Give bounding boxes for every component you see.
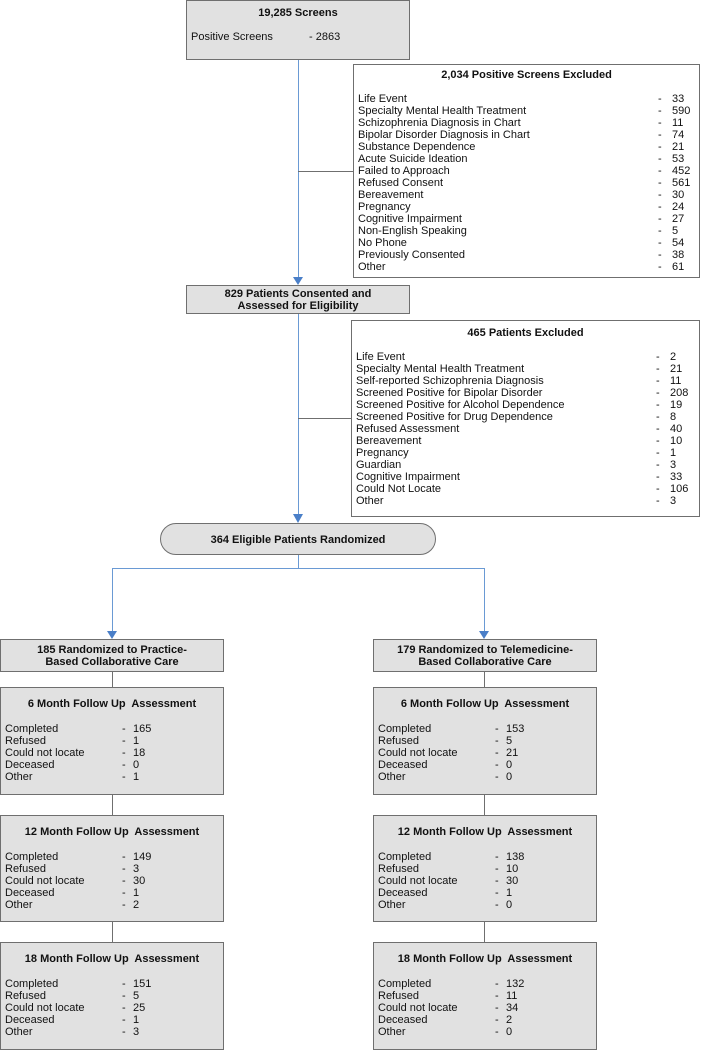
excluded1-item-value: 30 — [672, 189, 685, 201]
excluded1-item-row — [358, 249, 696, 261]
followup-item-row — [5, 1026, 221, 1038]
followup-item-dash: - — [122, 747, 126, 759]
excluded1-item-value: 590 — [672, 105, 691, 117]
followup-item-label: Refused — [5, 990, 46, 1002]
excluded2-item-value: 8 — [670, 411, 677, 423]
followup-title: 12 Month Follow Up Assessment — [24, 826, 200, 838]
excluded2-item-label: Screened Positive for Alcohol Dependence — [356, 399, 565, 411]
followup-item-row — [378, 899, 594, 911]
followup-item-value: 0 — [506, 759, 513, 771]
followup-item-value: 153 — [506, 723, 525, 735]
excluded2-item-dash: - — [656, 459, 660, 471]
excluded1-item-label: Bipolar Disorder Diagnosis in Chart — [358, 129, 530, 141]
followup-item-row — [5, 771, 221, 783]
excluded1-item-row — [358, 225, 696, 237]
excluded2-item-label: Screened Positive for Drug Dependence — [356, 411, 553, 423]
excluded2-item-row — [356, 483, 696, 495]
followup-item-dash: - — [122, 1014, 126, 1026]
excluded1-item-dash: - — [658, 201, 662, 213]
consented-title-line2: Assessed for Eligibility — [237, 300, 359, 312]
excluded2-item-row — [356, 375, 696, 387]
excluded1-item-row — [358, 105, 696, 117]
excluded2-item-label: Cognitive Impairment — [356, 471, 460, 483]
followup-item-dash: - — [495, 747, 499, 759]
excluded1-item-row — [358, 189, 696, 201]
followup-item-label: Deceased — [378, 759, 428, 771]
excluded1-item-row — [358, 213, 696, 225]
followup-item-dash: - — [122, 899, 126, 911]
followup-item-dash: - — [495, 990, 499, 1002]
arrowhead-consented — [293, 277, 303, 285]
excluded2-item-value: 10 — [670, 435, 683, 447]
excluded2-item-value: 3 — [670, 459, 677, 471]
excluded1-item-dash: - — [658, 165, 662, 177]
followup-item-row — [378, 851, 594, 863]
followup-item-label: Could not locate — [5, 875, 85, 887]
excluded1-item-row — [358, 237, 696, 249]
excluded1-item-value: 561 — [672, 177, 691, 189]
excluded1-item-label: Life Event — [358, 93, 407, 105]
followup-item-label: Could not locate — [5, 1002, 85, 1014]
excluded2-item-label: Bereavement — [356, 435, 422, 447]
left-arm-line2: Based Collaborative Care — [45, 656, 179, 668]
excluded1-item-value: 5 — [672, 225, 679, 237]
followup-item-row — [378, 771, 594, 783]
followup-item-row — [378, 1026, 594, 1038]
excluded1-item-dash: - — [658, 129, 662, 141]
followup-item-dash: - — [495, 759, 499, 771]
followup-list — [5, 978, 221, 1038]
excluded2-item-dash: - — [656, 495, 660, 507]
followup-item-value: 30 — [506, 875, 519, 887]
followup-item-value: 132 — [506, 978, 525, 990]
excluded2-item-row — [356, 351, 696, 363]
followup-item-row — [378, 978, 594, 990]
excluded2-item-dash: - — [656, 411, 660, 423]
excluded1-item-label: Other — [358, 261, 386, 273]
consented-title-line1: 829 Patients Consented and — [224, 288, 372, 300]
followup-item-row — [5, 851, 221, 863]
followup-item-value: 21 — [506, 747, 519, 759]
right-12-month-box — [373, 815, 597, 922]
followup-item-dash: - — [122, 771, 126, 783]
followup-item-row — [5, 747, 221, 759]
followup-item-dash: - — [122, 851, 126, 863]
followup-item-label: Deceased — [378, 1014, 428, 1026]
excluded2-item-row — [356, 471, 696, 483]
excluded1-item-dash: - — [658, 177, 662, 189]
followup-item-row — [378, 863, 594, 875]
excluded2-item-dash: - — [656, 483, 660, 495]
left-12-month-box — [0, 815, 224, 922]
excluded2-item-row — [356, 387, 696, 399]
followup-item-value: 3 — [133, 1026, 140, 1038]
excluded2-item-value: 3 — [670, 495, 677, 507]
excluded1-item-dash: - — [658, 213, 662, 225]
followup-item-label: Refused — [378, 735, 419, 747]
excluded1-item-label: Acute Suicide Ideation — [358, 153, 468, 165]
followup-item-value: 25 — [133, 1002, 146, 1014]
excluded2-item-label: Pregnancy — [356, 447, 409, 459]
followup-item-value: 30 — [133, 875, 146, 887]
followup-item-label: Deceased — [5, 1014, 55, 1026]
followup-item-row — [5, 887, 221, 899]
followup-item-value: 149 — [133, 851, 152, 863]
right-6-month-box — [373, 687, 597, 795]
followup-item-value: 151 — [133, 978, 152, 990]
followup-item-value: 34 — [506, 1002, 519, 1014]
followup-item-value: 2 — [133, 899, 140, 911]
followup-item-value: 0 — [506, 771, 513, 783]
excluded2-item-row — [356, 363, 696, 375]
followup-item-label: Other — [378, 1026, 406, 1038]
excluded1-item-value: 53 — [672, 153, 685, 165]
excluded2-item-value: 106 — [670, 483, 689, 495]
excluded2-item-dash: - — [656, 351, 660, 363]
followup-item-dash: - — [495, 723, 499, 735]
followup-item-value: 11 — [506, 990, 518, 1002]
followup-item-value: 3 — [133, 863, 140, 875]
followup-item-row — [378, 747, 594, 759]
followup-item-value: 1 — [133, 771, 140, 783]
followup-item-dash: - — [122, 723, 126, 735]
positive-screens-label: Positive Screens — [191, 31, 273, 43]
excluded1-item-row — [358, 153, 696, 165]
excluded2-item-value: 2 — [670, 351, 677, 363]
excluded2-item-row — [356, 459, 696, 471]
followup-item-row — [5, 723, 221, 735]
left-arm-line1: 185 Randomized to Practice- — [37, 644, 187, 656]
positive-screens-excluded-box — [353, 64, 700, 278]
followup-item-dash: - — [495, 978, 499, 990]
excluded1-item-dash: - — [658, 105, 662, 117]
followup-item-label: Deceased — [5, 759, 55, 771]
excluded1-item-label: Bereavement — [358, 189, 424, 201]
excluded2-item-dash: - — [656, 423, 660, 435]
excluded2-item-row — [356, 411, 696, 423]
excluded1-item-row — [358, 261, 696, 273]
excluded2-item-dash: - — [656, 471, 660, 483]
followup-item-dash: - — [495, 771, 499, 783]
screens-box — [186, 0, 410, 60]
left-18-month-box — [0, 942, 224, 1050]
excluded2-item-value: 19 — [670, 399, 683, 411]
followup-item-dash: - — [122, 759, 126, 771]
followup-item-row — [5, 875, 221, 887]
followup-item-row — [378, 723, 594, 735]
consented-box — [186, 285, 410, 314]
followup-title: 12 Month Follow Up Assessment — [397, 826, 573, 838]
excluded2-item-label: Self-reported Schizophrenia Diagnosis — [356, 375, 544, 387]
followup-item-label: Completed — [378, 723, 432, 735]
followup-item-value: 0 — [133, 759, 140, 771]
followup-item-value: 0 — [506, 899, 513, 911]
followup-item-row — [378, 990, 594, 1002]
excluded1-item-value: 74 — [672, 129, 685, 141]
excluded2-item-dash: - — [656, 399, 660, 411]
excluded2-item-dash: - — [656, 435, 660, 447]
followup-list — [5, 723, 221, 783]
followup-item-label: Deceased — [5, 887, 55, 899]
excluded1-item-value: 33 — [672, 93, 685, 105]
excluded1-item-label: Refused Consent — [358, 177, 443, 189]
followup-item-dash: - — [122, 1026, 126, 1038]
followup-item-row — [5, 899, 221, 911]
excluded1-item-label: Specialty Mental Health Treatment — [358, 105, 527, 117]
excluded2-item-label: Life Event — [356, 351, 405, 363]
followup-item-dash: - — [122, 735, 126, 747]
followup-item-label: Other — [5, 1026, 33, 1038]
excluded2-item-label: Could Not Locate — [356, 483, 441, 495]
followup-item-value: 2 — [506, 1014, 513, 1026]
followup-item-dash: - — [122, 978, 126, 990]
followup-item-row — [378, 759, 594, 771]
excluded2-item-label: Other — [356, 495, 384, 507]
followup-item-dash: - — [495, 735, 499, 747]
randomized-title: 364 Eligible Patients Randomized — [210, 534, 386, 546]
excluded1-item-value: 61 — [672, 261, 685, 273]
excluded2-item-value: 40 — [670, 423, 683, 435]
excluded1-item-value: 54 — [672, 237, 685, 249]
excluded1-item-row — [358, 177, 696, 189]
excluded1-item-row — [358, 201, 696, 213]
followup-item-row — [5, 863, 221, 875]
followup-item-value: 1 — [506, 887, 513, 899]
followup-item-row — [5, 978, 221, 990]
excluded1-item-label: No Phone — [358, 237, 407, 249]
followup-item-dash: - — [495, 887, 499, 899]
excluded1-item-label: Failed to Approach — [358, 165, 450, 177]
excluded2-item-dash: - — [656, 447, 660, 459]
followup-item-label: Completed — [378, 978, 432, 990]
followup-list — [378, 723, 594, 783]
right-arm-line1: 179 Randomized to Telemedicine- — [397, 644, 573, 656]
excluded1-item-dash: - — [658, 237, 662, 249]
excluded1-item-value: 38 — [672, 249, 685, 261]
followup-item-row — [5, 759, 221, 771]
excluded1-item-row — [358, 129, 696, 141]
excluded2-item-row — [356, 435, 696, 447]
excluded1-item-label: Cognitive Impairment — [358, 213, 462, 225]
followup-item-label: Refused — [5, 735, 46, 747]
excluded1-item-value: 24 — [672, 201, 685, 213]
excluded1-item-dash: - — [658, 141, 662, 153]
excluded1-item-label: Substance Dependence — [358, 141, 476, 153]
excluded2-item-value: 33 — [670, 471, 683, 483]
followup-item-label: Completed — [5, 851, 59, 863]
patients-excluded-box — [351, 320, 700, 517]
excluded2-list — [356, 351, 696, 507]
followup-title: 18 Month Follow Up Assessment — [24, 953, 200, 965]
excluded2-item-row — [356, 447, 696, 459]
followup-item-label: Could not locate — [378, 747, 458, 759]
followup-item-dash: - — [122, 887, 126, 899]
followup-item-value: 0 — [506, 1026, 513, 1038]
excluded2-item-dash: - — [656, 387, 660, 399]
followup-item-row — [5, 990, 221, 1002]
followup-item-label: Could not locate — [378, 1002, 458, 1014]
excluded1-item-dash: - — [658, 261, 662, 273]
followup-item-value: 165 — [133, 723, 152, 735]
followup-item-dash: - — [495, 1026, 499, 1038]
followup-title: 18 Month Follow Up Assessment — [397, 953, 573, 965]
followup-item-label: Completed — [5, 723, 59, 735]
followup-item-dash: - — [122, 990, 126, 1002]
excluded1-item-label: Non-English Speaking — [358, 225, 467, 237]
followup-item-label: Other — [378, 771, 406, 783]
followup-item-label: Completed — [5, 978, 59, 990]
followup-item-label: Refused — [5, 863, 46, 875]
arrowhead-left-arm — [107, 631, 117, 639]
followup-item-dash: - — [122, 875, 126, 887]
followup-item-label: Could not locate — [378, 875, 458, 887]
followup-item-row — [378, 887, 594, 899]
excluded1-item-dash: - — [658, 153, 662, 165]
followup-item-row — [5, 1002, 221, 1014]
followup-item-value: 1 — [133, 1014, 140, 1026]
positive-screens-value: - 2863 — [309, 31, 341, 43]
followup-item-label: Refused — [378, 863, 419, 875]
followup-item-value: 18 — [133, 747, 146, 759]
followup-item-row — [378, 1014, 594, 1026]
excluded1-item-dash: - — [658, 93, 662, 105]
excluded1-item-row — [358, 141, 696, 153]
excluded1-item-dash: - — [658, 189, 662, 201]
left-6-month-box — [0, 687, 224, 795]
followup-item-label: Deceased — [378, 887, 428, 899]
excluded2-item-value: 1 — [670, 447, 677, 459]
excluded1-item-row — [358, 117, 696, 129]
arrowhead-right-arm — [479, 631, 489, 639]
followup-item-dash: - — [495, 899, 499, 911]
followup-item-label: Other — [5, 771, 33, 783]
excluded2-item-label: Screened Positive for Bipolar Disorder — [356, 387, 543, 399]
excluded2-title: 465 Patients Excluded — [467, 327, 584, 339]
followup-item-dash: - — [495, 875, 499, 887]
excluded1-title: 2,034 Positive Screens Excluded — [441, 69, 612, 81]
followup-item-dash: - — [122, 863, 126, 875]
followup-item-dash: - — [495, 863, 499, 875]
excluded2-item-row — [356, 495, 696, 507]
excluded2-item-value: 208 — [670, 387, 689, 399]
followup-item-value: 1 — [133, 735, 140, 747]
excluded1-list — [358, 93, 696, 273]
followup-list — [378, 851, 594, 911]
excluded1-item-value: 21 — [672, 141, 685, 153]
followup-item-value: 5 — [133, 990, 140, 1002]
arrowhead-randomized — [293, 514, 303, 523]
followup-item-label: Completed — [378, 851, 432, 863]
excluded1-item-value: 11 — [672, 117, 684, 129]
excluded2-item-value: 11 — [670, 375, 682, 387]
excluded2-item-label: Refused Assessment — [356, 423, 460, 435]
followup-item-row — [378, 1002, 594, 1014]
followup-list — [378, 978, 594, 1038]
excluded2-item-dash: - — [656, 375, 660, 387]
followup-list — [5, 851, 221, 911]
followup-item-label: Other — [5, 899, 33, 911]
excluded2-item-dash: - — [656, 363, 660, 375]
excluded2-item-label: Specialty Mental Health Treatment — [356, 363, 525, 375]
right-18-month-box — [373, 942, 597, 1050]
followup-item-dash: - — [495, 1014, 499, 1026]
followup-item-dash: - — [495, 1002, 499, 1014]
excluded1-item-row — [358, 165, 696, 177]
followup-item-value: 5 — [506, 735, 513, 747]
excluded1-item-dash: - — [658, 117, 662, 129]
randomized-box — [160, 523, 436, 555]
excluded2-item-row — [356, 399, 696, 411]
followup-item-row — [5, 1014, 221, 1026]
followup-item-dash: - — [122, 1002, 126, 1014]
followup-item-row — [378, 875, 594, 887]
followup-item-value: 10 — [506, 863, 519, 875]
excluded1-item-value: 27 — [672, 213, 685, 225]
followup-title: 6 Month Follow Up Assessment — [27, 698, 197, 710]
excluded2-item-value: 21 — [670, 363, 683, 375]
excluded1-item-value: 452 — [672, 165, 691, 177]
excluded2-item-label: Guardian — [356, 459, 402, 471]
excluded1-item-dash: - — [658, 249, 662, 261]
followup-item-value: 1 — [133, 887, 140, 899]
followup-item-label: Refused — [378, 990, 419, 1002]
followup-item-dash: - — [495, 851, 499, 863]
excluded2-item-row — [356, 423, 696, 435]
excluded1-item-label: Previously Consented — [358, 249, 466, 261]
left-arm-header — [0, 639, 224, 672]
excluded1-item-label: Pregnancy — [358, 201, 411, 213]
excluded1-item-row — [358, 93, 696, 105]
followup-title: 6 Month Follow Up Assessment — [400, 698, 570, 710]
right-arm-line2: Based Collaborative Care — [418, 656, 552, 668]
followup-item-row — [378, 735, 594, 747]
followup-item-value: 138 — [506, 851, 525, 863]
screens-title: 19,285 Screens — [258, 7, 338, 19]
followup-item-row — [5, 735, 221, 747]
followup-item-label: Could not locate — [5, 747, 85, 759]
excluded1-item-label: Schizophrenia Diagnosis in Chart — [358, 117, 521, 129]
excluded1-item-dash: - — [658, 225, 662, 237]
followup-item-label: Other — [378, 899, 406, 911]
right-arm-header — [373, 639, 597, 672]
